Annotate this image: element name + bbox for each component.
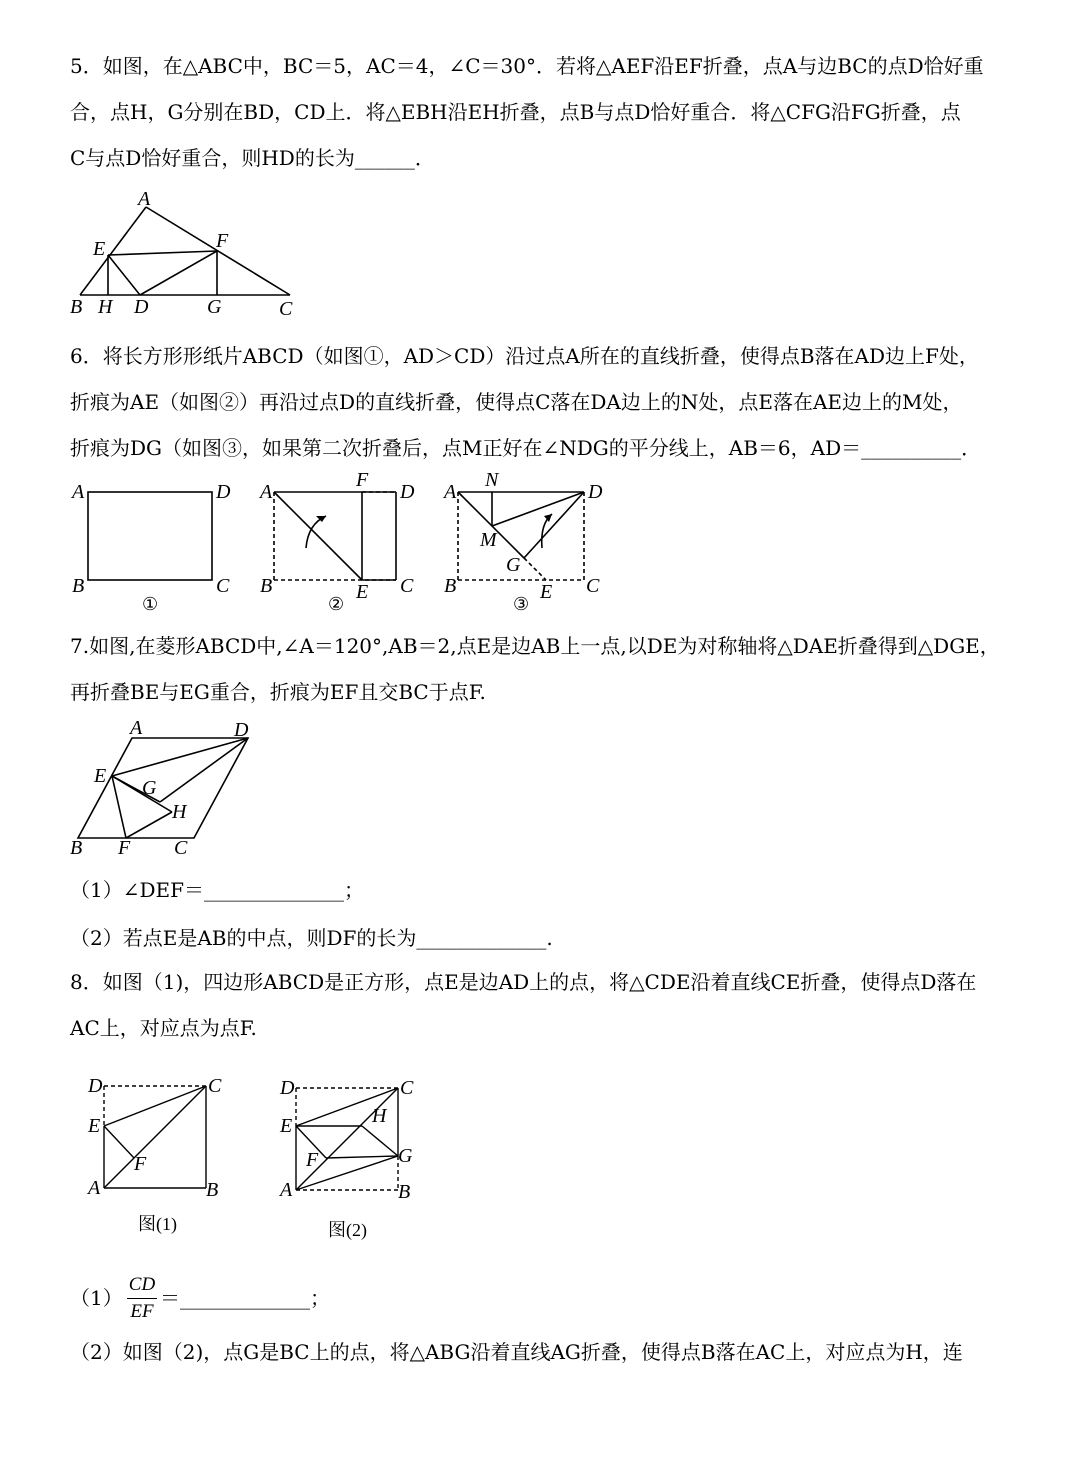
q7-sub-question-1: （1）∠DEF＝______________； [70,878,364,902]
q8-sub-question-2: （2）如图（2)，点G是BC上的点，将△ABG沿着直线AG折叠，使得点B落在AC上，对应点为H，连 [70,1340,963,1364]
q6-fig3-caption: ③ [513,594,530,614]
q7-label-a: A [130,717,143,739]
q6-fig1-label-c: C [216,575,230,597]
q8-fig2-label-d: D [280,1077,295,1099]
q8-fig1-label-b: B [206,1179,219,1201]
q6-text-line-2: 折痕为AE（如图②）再沿过点D的直线折叠，使得点C落在DA边上的N处，点E落在AE边上的M处， [70,390,963,414]
q8-text-line-1: 8．如图（1)，四边形ABCD是正方形，点E是边AD上的点，将△CDE沿着直线CE折叠，使得点D落在 [70,970,977,994]
q8-fraction [127,1274,157,1323]
q6-fig3-label-g: G [506,554,521,576]
q8-fig2-label-a: A [280,1179,293,1201]
q7-label-b: B [70,837,83,859]
q8-fraction-bar [127,1298,157,1299]
q6-fig3-label-e: E [540,581,553,603]
q6-fig2-label-b: B [260,575,273,597]
q8-fig2-label-b: B [398,1181,411,1203]
q5-label-f: F [216,230,229,252]
q7-label-f: F [118,837,131,859]
q6-fig3-label-c: C [586,575,600,597]
q6-fig2-label-d: D [400,481,415,503]
q7-label-e: E [94,765,107,787]
q6-text-line-3: 折痕为DG（如图③，如果第二次折叠后，点M正好在∠NDG的平分线上，AB＝6，AD＝__________． [70,436,982,460]
q7-label-d: D [234,719,249,741]
q6-fig2-label-c: C [400,575,414,597]
q6-text-line-1: 6．将长方形形纸片ABCD（如图①，AD＞CD）沿过点A所在的直线折叠，使得点B落在AD边上F处， [70,344,979,368]
q8-fig1-label-f: F [134,1153,147,1175]
q8-fig1-label-d: D [88,1075,103,1097]
q8-fig2-label-h: H [372,1105,387,1127]
q8-text-line-2: AC上，对应点为点F. [70,1016,257,1040]
q7-label-g: G [142,777,157,799]
q8-fig2-caption: 图(2) [328,1220,367,1240]
q8-fig2-label-e: E [280,1115,293,1137]
q8-fig2-label-f: F [306,1149,319,1171]
q7-sub-question-2: （2）若点E是AB的中点，则DF的长为_____________. [70,926,553,950]
q7-figure [60,717,260,860]
q8-fig2-label-c: C [400,1077,414,1099]
q8-fig1-label-c: C [208,1075,222,1097]
q6-figures [60,470,620,620]
q6-fig1-label-a: A [72,481,85,503]
q5-label-c: C [279,298,293,320]
q5-label-e: E [93,238,106,260]
q5-label-a: A [138,188,151,210]
q8-fig1-caption: 图(1) [138,1214,177,1234]
q8-fraction-denominator: EF [130,1301,154,1322]
q8-sub-question-1-prefix: （1） [70,1286,123,1310]
q7-text-line-1: 7.如图,在菱形ABCD中,∠A＝120°,AB＝2,点E是边AB上一点,以DE为对称轴将△DAE折叠得到△DGE， [70,634,1000,658]
q8-sub-question-1-suffix: ＝_____________； [160,1286,330,1310]
q6-fig3-label-n: N [485,469,499,491]
q5-figure [60,185,320,325]
q8-figure-1 [80,1070,240,1240]
q5-text-line-2: 合，点H，G分别在BD，CD上．将△EBH沿EH折叠，点B与点D恰好重合．将△CFG沿FG折叠，点 [70,100,961,124]
q6-fig1-label-b: B [72,575,85,597]
q6-fig2-caption: ② [328,594,345,614]
q6-fig2-label-a: A [260,481,273,503]
q6-fig2-label-e: E [356,581,369,603]
q8-fig2-label-g: G [398,1145,413,1167]
q5-text-line-3: C与点D恰好重合，则HD的长为______． [70,146,435,170]
q6-fig3-label-m: M [480,529,497,551]
q6-fig1-label-d: D [216,481,231,503]
q8-fig1-label-a: A [88,1177,101,1199]
q6-fig3-label-a: A [444,481,457,503]
q6-fig1-caption: ① [142,594,159,614]
q5-label-g: G [207,296,222,318]
q6-fig3-label-d: D [588,481,603,503]
q8-figure-2 [270,1070,430,1245]
q8-fig1-label-e: E [88,1115,101,1137]
q6-fig3-label-b: B [444,575,457,597]
q6-fig2-label-f: F [356,469,369,491]
q7-text-line-2: 再折叠BE与EG重合，折痕为EF且交BC于点F. [70,680,486,704]
q5-label-h: H [98,296,113,318]
q5-text-line-1: 5．如图，在△ABC中，BC＝5，AC＝4，∠C＝30°．若将△AEF沿EF折叠，点A与边BC的点D恰好重 [70,54,984,78]
q8-fraction-numerator: CD [128,1274,156,1295]
q5-label-b: B [70,296,83,318]
q5-label-d: D [134,296,149,318]
q7-label-c: C [174,837,188,859]
q7-label-h: H [172,801,187,823]
